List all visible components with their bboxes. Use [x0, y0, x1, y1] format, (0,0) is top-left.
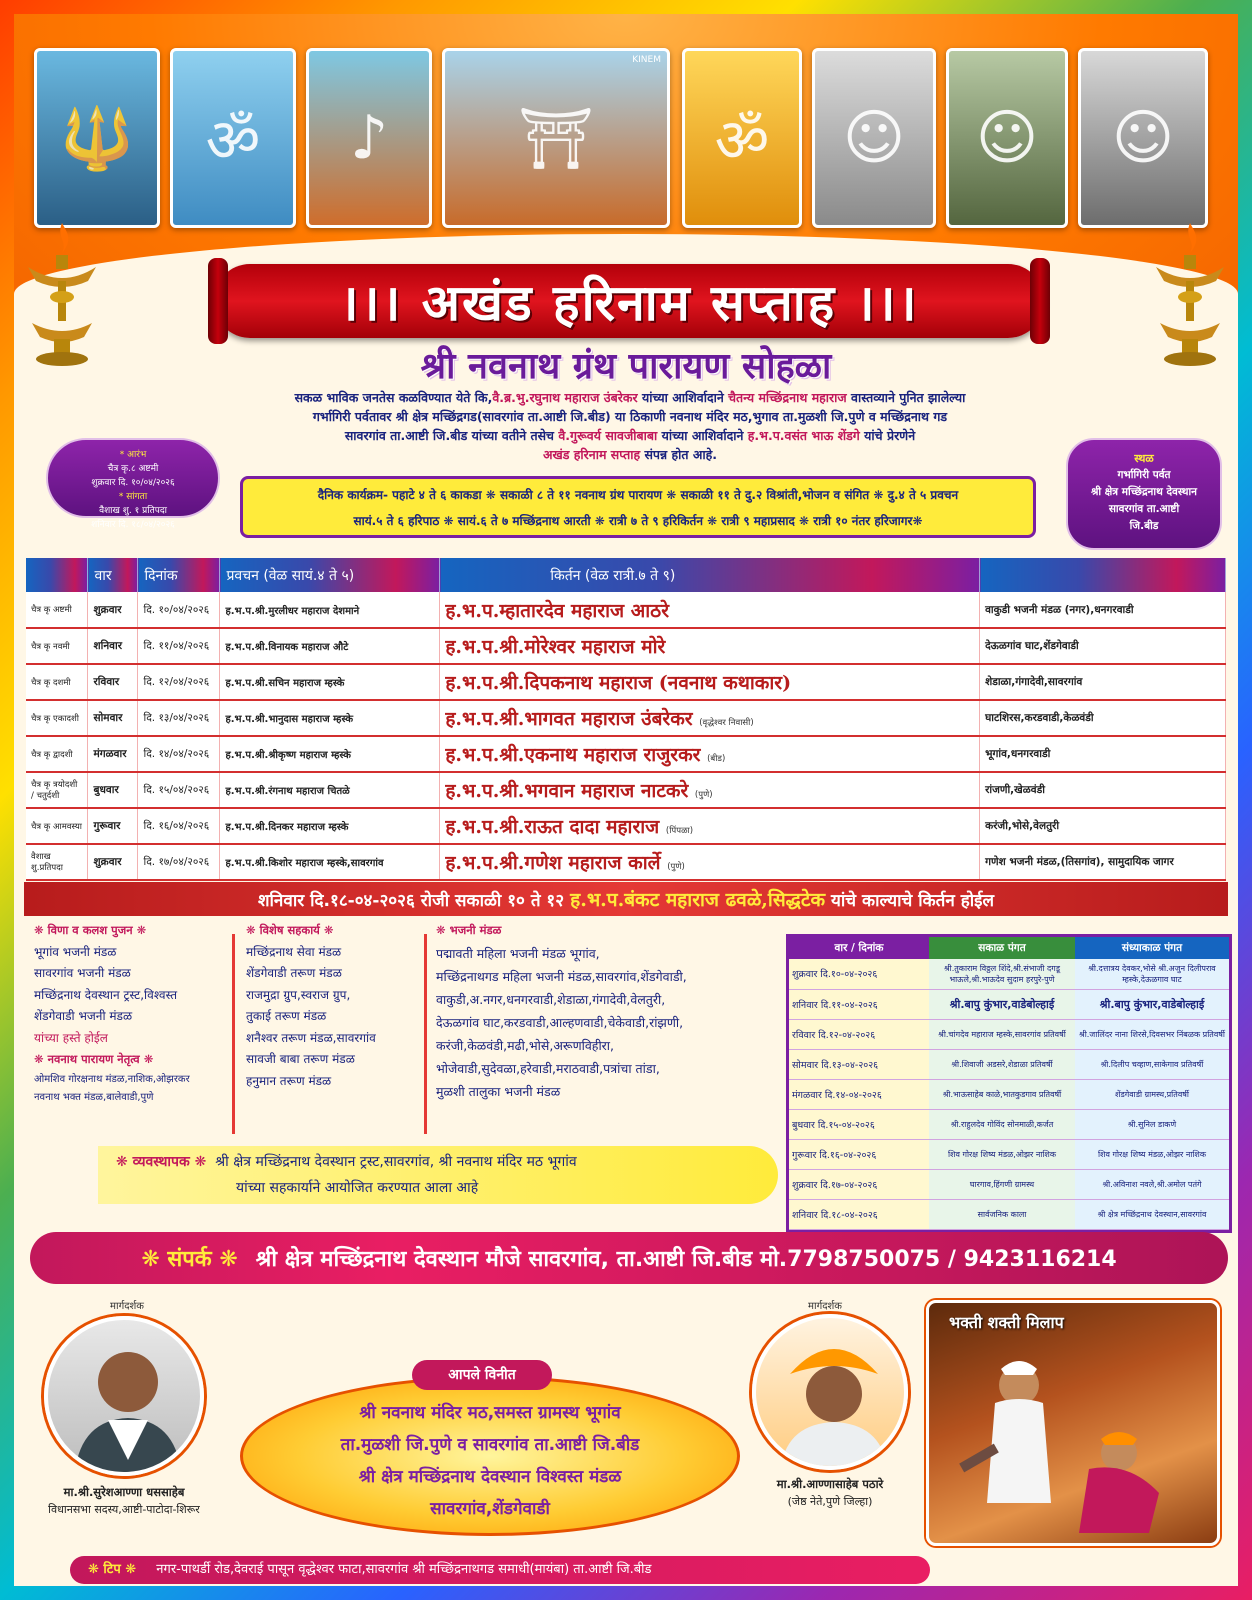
photo-shiva	[34, 48, 160, 228]
day-cell: गुरूवार	[88, 808, 138, 844]
bhajan-mandal-block: ❋ भजनी मंडळ पद्मावती महिला भजनी मंडळ भूगांव, मच्छिंद्रनाथगड महिला भजनी मंडळ,सावरगांव,शेंडगेवाडी, वाकुडी,अ.नगर,धनगरवाडी,शेडाळा,गंगादेवी,वेलतुरी, देऊळगांव घाट,करडवाडी,आल्हणवाडी,चेकेवाडी,रांझणी, करंजी,केळवंडी,मढी,भोसे,अरूणविहीरा, भोजेवाडी,सुदेवळा,हरेवाडी,मराठवाडी,पत्रांचा तांडा, मुळशी तालुका भजनी मंडळ	[436, 920, 786, 1103]
mandal-cell: भूगांव,धनगरवाडी	[980, 736, 1226, 772]
date-cell: दि. १०/०४/२०२६	[138, 592, 220, 628]
list-item: शेंडगेवाडी भजनी मंडळ	[34, 1009, 133, 1023]
schedule-row	[26, 844, 1226, 880]
kirtan-cell	[440, 736, 980, 772]
kirtan-cell	[440, 592, 980, 628]
list-item: यांच्या हस्ते होईल	[34, 1030, 108, 1045]
list-item: ओमशिव गोरक्षनाथ मंडळ,नाशिक,ओझरकर	[34, 1073, 190, 1085]
guide-portrait-right	[752, 1314, 908, 1470]
list-item: भूगांव भजनी मंडळ	[34, 944, 117, 959]
title-banner	[214, 264, 1044, 338]
kirtankar-place: (बीड)	[707, 754, 726, 764]
start-end-badge: * आरंभ चैत्र कृ.८ अष्टमी शुक्रवार दि. १०/०४/२०२६ * सांगता वैशाख शु. १ प्रतिपदा शनिवार दि. १८/०४/२०२६	[46, 438, 220, 518]
tithi-cell: चैत्र कृ अष्टमी	[26, 592, 88, 628]
list-item: सावजी बाबा तरूण मंडळ	[246, 1052, 355, 1066]
guide-portrait-left	[44, 1316, 204, 1476]
saint-and-king-icon	[929, 1303, 1220, 1546]
pravachan-cell: ह.भ.प.श्री.सचिन महाराज म्हस्के	[220, 664, 440, 700]
tithi-cell: चैत्र कृ एकादशी	[26, 700, 88, 736]
meal-date-cell: सोमवार दि.१३-०४-२०२६	[789, 1049, 929, 1079]
intro-paragraph: सकळ भाविक जनतेस कळविण्यात येते कि,वै.ब्र.भु.रघुनाथ महाराज उंबरेकर यांच्या आशिर्वादाने चैतन्य मच्छिंद्रनाथ महाराज वास्तव्याने पुनित झालेल्या गर्भागिरी पर्वतावर श्री क्षेत्र मच्छिंद्रगड(सावरगांव ता.आष्टी जि.बीड) या ठिकाणी नवनाथ मंदिर मठ,भुगाव ता.मुळशी जि.पुणे व मच्छिंद्रनाथ गड सावरगांव ता.आष्टी जि.बीड यांच्या वतीने तसेच वै.गुरूवर्य सावजीबाबा यांच्या आशिर्वादाने ह.भ.प.वसंत भाऊ शेंडगे यांचे प्रेरणेने अखंड हरिनाम सप्ताह संपन्न होत आहे.	[294, 390, 966, 462]
tip-banner: ❋ टिप ❋ नगर-पाथर्डी रोड,देवराई पासून वृद्धेश्वर फाटा,सावरगांव श्री मच्छिंद्रनाथगड समाधी(मायंबा) ता.आष्टी जि.बीड	[70, 1556, 930, 1584]
schedule-row	[26, 772, 1226, 808]
meal-morning-cell: श्री.तुकाराम विठ्ठल शिंदे,श्री.संभाजी दगडू भाऊले,श्री.भाऊदेव सुदाम हरपुरे-पुणे	[929, 959, 1075, 989]
date-cell: दि. १२/०४/२०२६	[138, 664, 220, 700]
day-cell: शनिवार	[88, 628, 138, 664]
meal-evening-cell: श्री.अविनाश नवले,श्री.अमोल पतंगे	[1075, 1169, 1229, 1199]
kirtankar-place: (वृद्धेश्वर निवासी)	[699, 718, 754, 728]
pravachan-cell: ह.भ.प.श्री.रंगनाथ महाराज चितळे	[220, 772, 440, 808]
divider	[424, 934, 427, 1134]
pravachan-cell: ह.भ.प.श्री.श्रीकृष्ण महाराज म्हस्के	[220, 736, 440, 772]
list-item: करंजी,केळवंडी,मढी,भोसे,अरूणविहीरा,	[436, 1037, 615, 1053]
meal-date-cell: शनिवार दि.१८-०४-२०२६	[789, 1199, 929, 1229]
poster	[14, 14, 1238, 1586]
pravachan-cell: ह.भ.प.श्री.किशोर महाराज म्हस्के,सावरगांव	[220, 844, 440, 880]
tithi-cell: चैत्र कृ दशमी	[26, 664, 88, 700]
mandal-cell: देऊळगांव घाट,शेंडगेवाडी	[980, 628, 1226, 664]
schedule-table	[26, 558, 1226, 881]
meal-sponsor-table	[786, 934, 1232, 1233]
list-item: सावरगांव भजनी मंडळ	[34, 966, 131, 980]
kirtankar-name: ह.भ.प.श्री.गणेश महाराज कार्ले	[445, 852, 661, 874]
photo-machhindranath	[682, 48, 802, 228]
meal-row	[789, 959, 1229, 989]
meal-date-cell: शनिवार दि.११-०४-२०२६	[789, 989, 929, 1019]
meal-date-cell: शुक्रवार दि.१०-०४-२०२६	[789, 959, 929, 989]
meal-morning-cell: श्री.चांगदेव महाराज म्हस्के,सावरगांव प्रतिवर्षी	[929, 1019, 1075, 1049]
meal-evening-cell: श्री.दत्तात्रय देवकर,भोसे श्री.अजुन दिलीपराव म्हस्के,देऊळगाव घाट	[1075, 959, 1229, 989]
schedule-row	[26, 628, 1226, 664]
sub-title: श्री नवनाथ ग्रंथ पारायण सोहळा	[420, 345, 832, 387]
day-cell: सोमवार	[88, 700, 138, 736]
date-cell: दि. १३/०४/२०२६	[138, 700, 220, 736]
kirtankar-name: ह.भ.प.म्हातारदेव महाराज आठरे	[445, 599, 669, 622]
photo-watermark: KINEM	[632, 55, 661, 65]
kirtankar-name: ह.भ.प.श्री.दिपकनाथ महाराज (नवनाथ कथाकार)	[445, 672, 792, 694]
person-icon: ☺	[1111, 103, 1175, 173]
guide-caption-left: मा.श्री.सुरेशआण्णा धससाहेब विधानसभा सदस्य,आष्टी-पाटोदा-शिरूर	[48, 1485, 200, 1516]
schedule-row	[26, 736, 1226, 772]
meal-morning-cell: श्री.राहुलदेव गोविंद सोनमाळी,कर्जत	[929, 1109, 1075, 1139]
tithi-cell: चैत्र कृ नवमी	[26, 628, 88, 664]
pravachan-cell: ह.भ.प.श्री.भानुदास महाराज म्हस्के	[220, 700, 440, 736]
meal-date-cell: शुक्रवार दि.१७-०४-२०२६	[789, 1169, 929, 1199]
meal-evening-cell: शिव गोरक्ष शिष्य मंडळ,ओझर नाशिक	[1075, 1139, 1229, 1169]
schedule-row	[26, 664, 1226, 700]
milap-title: भक्ती शक्ती मिलाप	[949, 1313, 1064, 1332]
meal-evening-cell: श्री.जालिंदर नाना शिरसे,दिवसभर निंबळक प्रतिवर्षी	[1075, 1019, 1229, 1049]
list-item: पद्मावती महिला भजनी मंडळ भूगांव,	[436, 945, 600, 961]
photo-dattatreya	[170, 48, 296, 228]
photo-saint-veena	[306, 48, 432, 228]
meal-evening-cell: श्री.सुनिल डाकणे	[1075, 1109, 1229, 1139]
tithi-cell: चैत्र कृ त्रयोदशी / चतुर्दशी	[26, 772, 88, 808]
vinit-title: आपले विनीत	[412, 1360, 552, 1390]
kirtankar-name: ह.भ.प.श्री.मोरेश्वर महाराज मोरे	[445, 636, 666, 658]
day-cell: बुधवार	[88, 772, 138, 808]
daily-program: दैनिक कार्यक्रम- पहाटे ४ ते ६ काकडा ❋ सकाळी ८ ते ११ नवनाथ ग्रंथ पारायण ❋ सकाळी ११ ते दु.२ विश्रांती,भोजन व संगित ❋ दु.४ ते ५ प्रवचन सायं.५ ते ६ हरिपाठ ❋ सायं.६ ते ७ मच्छिंद्रनाथ आरती ❋ रात्री ७ ते ९ हरिकिर्तन ❋ रात्री ९ महाप्रसाद ❋ रात्री १० नंतर हरिजागर❋	[240, 476, 1036, 538]
meal-morning-cell: श्री.भाऊसाहेब काळे,भातकुडगाव प्रतिवर्षी	[929, 1079, 1075, 1109]
date-cell: दि. १४/०४/२०२६	[138, 736, 220, 772]
list-item: भोजेवाडी,सुदेवळा,हरेवाडी,मराठवाडी,पत्रांचा तांडा,	[436, 1060, 660, 1076]
list-item: वाकुडी,अ.नगर,धनगरवाडी,शेडाळा,गंगादेवी,वेलतुरी,	[436, 991, 666, 1007]
meal-row	[789, 1019, 1229, 1049]
list-item: मुळशी तालुका भजनी मंडळ	[436, 1083, 561, 1099]
mandal-cell: रांजणी,खेळवंडी	[980, 772, 1226, 808]
list-item: नवनाथ भक्त मंडळ,बालेवाडी,पुणे	[34, 1091, 154, 1103]
kirtan-cell	[440, 628, 980, 664]
meal-row	[789, 1169, 1229, 1199]
kirtankar-name: ह.भ.प.श्री.राऊत दादा महाराज	[445, 816, 660, 838]
kirtan-cell	[440, 700, 980, 736]
meal-row	[789, 1199, 1229, 1229]
kirtan-cell	[440, 808, 980, 844]
date-cell: दि. १६/०४/२०२६	[138, 808, 220, 844]
kirtankar-place: (पुणे)	[694, 790, 713, 800]
meal-evening-cell: श्री क्षेत्र मच्छिंद्रनाथ देवस्थान,सावरगांव	[1075, 1199, 1229, 1229]
guide-label-left: मार्गदर्शक	[110, 1301, 144, 1312]
list-item: देऊळगांव घाट,करडवाडी,आल्हणवाडी,चेकेवाडी,रांझणी,	[436, 1014, 684, 1030]
list-item: शेंडगेवाडी तरूण मंडळ	[246, 966, 342, 980]
person-icon: ☺	[842, 103, 906, 173]
deity-icon: ॐ	[205, 106, 261, 176]
main-title: ।।। अखंड हरिनाम सप्ताह ।।।	[339, 273, 919, 332]
pravachan-cell: ह.भ.प.श्री.दिनकर महाराज म्हस्के	[220, 808, 440, 844]
meal-evening-cell: शेंडगेवाडी ग्रामस्थ,प्रतिवर्षी	[1075, 1079, 1229, 1109]
special-kirtan-banner: शनिवार दि.१८-०४-२०२६ रोजी सकाळी १० ते १२ ह.भ.प.बंकट महाराज ढवळे,सिद्धटेक यांचे काल्याचे किर्तन होईल	[24, 882, 1228, 916]
meal-evening-cell: श्री.दिलीप चव्हाण,साकेगाव प्रतिवर्षी	[1075, 1049, 1229, 1079]
veena-icon: ♪	[349, 103, 389, 173]
organizer-banner: ❋ व्यवस्थापक ❋ श्री क्षेत्र मच्छिंद्रनाथ देवस्थान ट्रस्ट,सावरगांव, श्री नवनाथ मंदिर मठ भूगांव यांच्या सहकार्याने आयोजित करण्यात आला आहे	[98, 1146, 778, 1204]
tithi-cell: चैत्र कृ द्वादशी	[26, 736, 88, 772]
meal-date-cell: रविवार दि.१२-०४-२०२६	[789, 1019, 929, 1049]
venue-badge: स्थळ गर्भागिरी पर्वत श्री क्षेत्र मच्छिंद्रनाथ देवस्थान सावरगांव ता.आष्टी जि.बीड	[1066, 438, 1222, 550]
pravachan-cell: ह.भ.प.श्री.विनायक महाराज औटे	[220, 628, 440, 664]
meal-row	[789, 989, 1229, 1019]
schedule-row	[26, 700, 1226, 736]
mandal-cell: शेडाळा,गंगादेवी,सावरगांव	[980, 664, 1226, 700]
meal-row	[789, 1139, 1229, 1169]
kirtankar-name: ह.भ.प.श्री.भगवान महाराज नाटकरे	[445, 780, 689, 802]
list-item: मच्छिंद्रनाथगड महिला भजनी मंडळ,सावरगांव,शेंडगेवाडी,	[436, 968, 687, 984]
guide-label-right: मार्गदर्शक	[808, 1301, 842, 1312]
kirtankar-place: (पिंपळा)	[665, 826, 694, 836]
photo-elder-1	[946, 48, 1068, 228]
veena-pujan-block: ❋ विणा व कलश पुजन ❋ भूगांव भजनी मंडळ सावरगांव भजनी मंडळ मच्छिंद्रनाथ देवस्थान ट्रस्ट,विश्वस्त शेंडगेवाडी भजनी मंडळ यांच्या हस्ते होईल ❋ नवनाथ पारायण नेतृत्व ❋ ओमशिव गोरक्षनाथ मंडळ,नाशिक,ओझरकर नवनाथ भक्त मंडळ,बालेवाडी,पुणे	[34, 920, 244, 1107]
kirtankar-name: ह.भ.प.श्री.भागवत महाराज उंबरेकर	[445, 708, 693, 730]
kirtankar-name: ह.भ.प.श्री.एकनाथ महाराज राजुरकर	[445, 744, 701, 766]
date-cell: दि. ११/०४/२०२६	[138, 628, 220, 664]
photo-temple	[442, 48, 670, 228]
meal-row	[789, 1109, 1229, 1139]
date-cell: दि. १५/०४/२०२६	[138, 772, 220, 808]
day-cell: रविवार	[88, 664, 138, 700]
schedule-row	[26, 592, 1226, 628]
bhakti-shakti-image	[926, 1300, 1220, 1546]
kirtan-cell	[440, 844, 980, 880]
schedule-row	[26, 808, 1226, 844]
kirtan-cell	[440, 772, 980, 808]
schedule-header: वार दिनांक प्रवचन (वेळ सायं.४ ते ५) किर्तन (वेळ रात्री.७ ते ९)	[26, 558, 1226, 592]
contact-banner: ❋ संपर्क ❋ श्री क्षेत्र मच्छिंद्रनाथ देवस्थान मौजे सावरगांव, ता.आष्टी जि.बीड मो.7798750075 / 9423116214	[30, 1232, 1228, 1284]
tithi-cell: वैशाख शु.प्रतिपदा	[26, 844, 88, 880]
deity-icon: ॐ	[714, 106, 770, 176]
meal-row	[789, 1079, 1229, 1109]
day-cell: शुक्रवार	[88, 844, 138, 880]
meal-row	[789, 1049, 1229, 1079]
meal-header-morning: सकाळ पंगत	[929, 937, 1075, 959]
divider	[232, 934, 235, 1134]
trishul-icon: 🔱	[59, 103, 135, 174]
meal-date-cell: बुधवार दि.१५-०४-२०२६	[789, 1109, 929, 1139]
mandal-cell: घाटशिरस,करडवाडी,केळवंडी	[980, 700, 1226, 736]
photo-elder-2	[1078, 48, 1208, 228]
guide-caption-right: मा.श्री.आण्णासाहेब पठारे (जेष्ठ नेते,पुणे जिल्हा)	[776, 1477, 884, 1508]
person-icon: ☺	[975, 103, 1039, 173]
meal-morning-cell: शिव गोरक्ष शिष्य मंडळ,ओझर नाशिक	[929, 1139, 1075, 1169]
meal-morning-cell: सार्वजनिक काला	[929, 1199, 1075, 1229]
kirtan-cell	[440, 664, 980, 700]
meal-date-cell: मंगळवार दि.१४-०४-२०२६	[789, 1079, 929, 1109]
list-item: हनुमान तरूण मंडळ	[246, 1073, 332, 1088]
vinit-oval: श्री नवनाथ मंदिर मठ,समस्त ग्रामस्थ भूगांव ता.मुळशी जि.पुणे व सावरगांव ता.आष्टी जि.बीड श्री क्षेत्र मच्छिंद्रनाथ देवस्थान विश्वस्त मंडळ सावरगांव,शेंडगेवाडी	[240, 1376, 740, 1536]
temple-icon: ⛩	[517, 103, 595, 174]
pravachan-cell: ह.भ.प.श्री.मुरलीधर महाराज देशमाने	[220, 592, 440, 628]
meal-date-cell: गुरूवार दि.१६-०४-२०२६	[789, 1139, 929, 1169]
meal-morning-cell: घारगाव,हिंगणी ग्रामस्थ	[929, 1169, 1075, 1199]
meal-header-evening: संध्याकाळ पंगत	[1075, 937, 1229, 959]
meal-evening-cell: श्री.बापु कुंभार,वाडेबोल्हाई	[1075, 989, 1229, 1019]
meal-header-date: वार / दिनांक	[789, 937, 929, 959]
list-item: राजमुद्रा ग्रुप,स्वराज ग्रुप,	[246, 987, 351, 1002]
mandal-cell: गणेश भजनी मंडळ,(तिसगांव), सामुदायिक जागर	[980, 844, 1226, 880]
tithi-cell: चैत्र कृ आमवस्या	[26, 808, 88, 844]
list-item: तुकाई तरूण मंडळ	[246, 1009, 327, 1023]
meal-morning-cell: श्री.बापु कुंभार,वाडेबोल्हाई	[929, 989, 1075, 1019]
kirtankar-place: (पुणे)	[667, 862, 685, 872]
list-item: मच्छिंद्रनाथ सेवा मंडळ	[246, 944, 342, 959]
list-item: शनैश्वर तरूण मंडळ,सावरगांव	[246, 1030, 376, 1045]
day-cell: मंगळवार	[88, 736, 138, 772]
special-help-block: ❋ विशेष सहकार्य ❋ मच्छिंद्रनाथ सेवा मंडळ शेंडगेवाडी तरूण मंडळ राजमुद्रा ग्रुप,स्वराज ग्रुप, तुकाई तरूण मंडळ शनैश्वर तरूण मंडळ,सावरगांव सावजी बाबा तरूण मंडळ हनुमान तरूण मंडळ	[246, 920, 446, 1092]
list-item: मच्छिंद्रनाथ देवस्थान ट्रस्ट,विश्वस्त	[34, 987, 178, 1002]
mandal-cell: करंजी,भोसे,वेलतुरी	[980, 808, 1226, 844]
photo-saint-turban	[812, 48, 936, 228]
meal-morning-cell: श्री.शिवाजी अडसरे,शेडाळा प्रतिवर्षी	[929, 1049, 1075, 1079]
day-cell: शुक्रवार	[88, 592, 138, 628]
date-cell: दि. १७/०४/२०२६	[138, 844, 220, 880]
mandal-cell: वाकुडी भजनी मंडळ (नगर),धनगरवाडी	[980, 592, 1226, 628]
